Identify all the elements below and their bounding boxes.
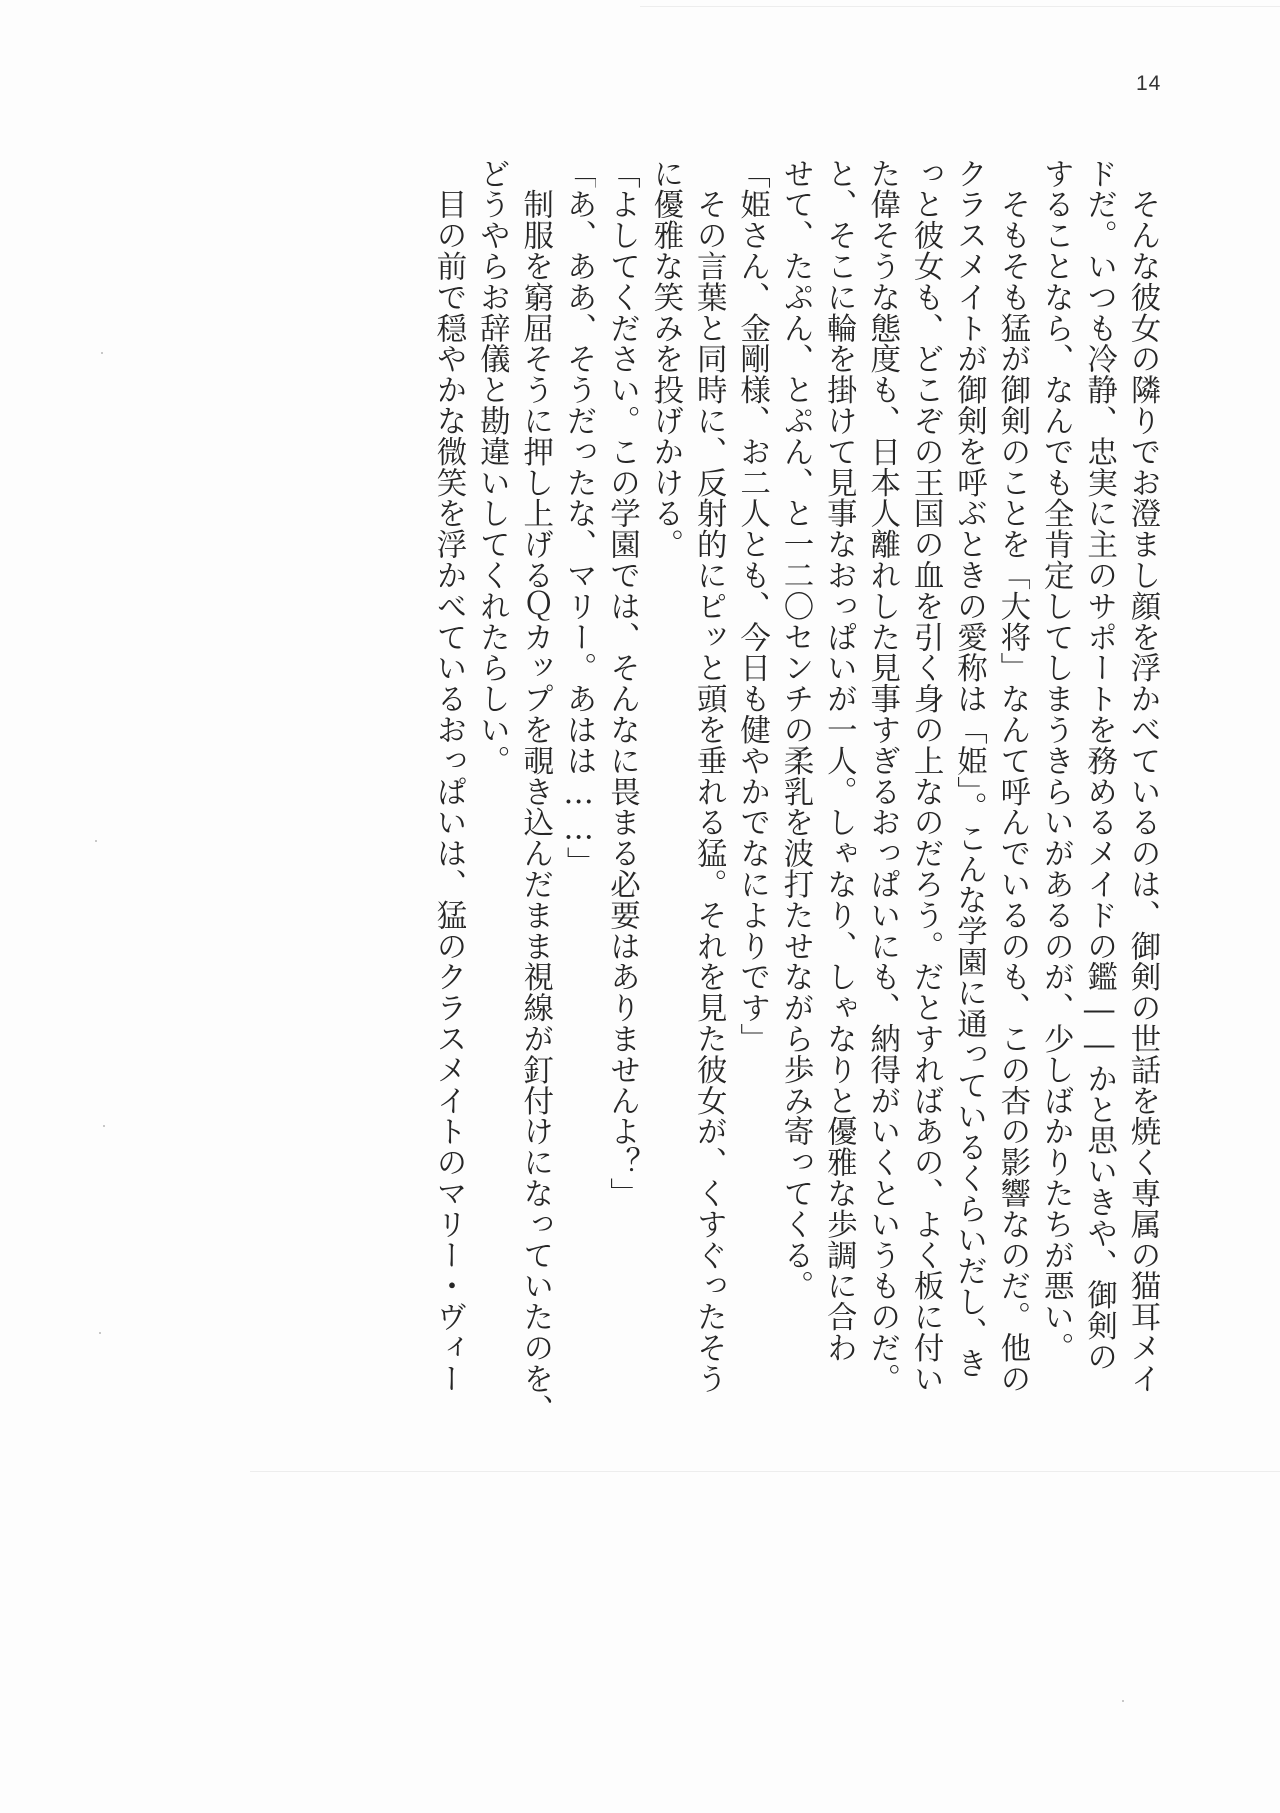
text-line: 目の前で穏やかな微笑を浮かべているおっぱいは、猛のクラスメイトのマリー・ヴィー [431, 158, 466, 1394]
text-line: た偉そうな態度も、日本人離れした見事すぎるおっぱいにも、納得がいくというものだ。 [864, 158, 900, 1394]
scan-speck [95, 840, 97, 842]
text-line: に優雅な笑みを投げかける。 [647, 158, 683, 560]
text-line: どうやらお辞儀と勘違いしてくれたらしい。 [474, 158, 510, 776]
text-line: そもそも猛が御剣のことを「大将」なんて呼んでいるのも、この杏の影響なのだ。他の [994, 158, 1030, 1394]
scan-edge-top [640, 6, 1280, 7]
text-line: クラスメイトが御剣を呼ぶときの愛称は「姫」。こんな学園に通っているくらいだし、き [951, 158, 987, 1379]
text-line: ドだ。いつも冷静、忠実に主のサポートを務めるメイドの鑑――かと思いきや、御剣の [1081, 158, 1117, 1373]
text-line: せて、たぷん、とぷん、と一二〇センチの柔乳を波打たせながら歩み寄ってくる。 [778, 158, 813, 1302]
scan-speck [1122, 1700, 1124, 1702]
scan-speck [99, 1332, 101, 1334]
scan-speck [103, 1125, 105, 1127]
text-line: 「よしてください。この学園では、そんなに畏まる必要はありませんよ？」 [604, 158, 640, 1209]
vertical-text-body [430, 158, 1160, 1458]
page-number: 14 [1136, 72, 1162, 95]
text-line: 「あ、ああ、そうだったな、マリー。あはは……」 [561, 158, 597, 878]
text-line: することなら、なんでも全肯定してしまうきらいがあるのが、少しばかりたちが悪い。 [1038, 158, 1074, 1364]
scan-fold-line [250, 1471, 1280, 1472]
scan-speck [101, 352, 103, 354]
text-line: 制服を窮屈そうに押し上げるＱカップを覗き込んだまま視線が釘付けになっていたのを、 [517, 158, 553, 1425]
text-line: っと彼女も、どこぞの王国の血を引く身の上なのだろう。だとすればあの、よく板に付い [908, 158, 944, 1394]
text-line: と、そこに輪を掛けて見事なおっぱいが一人。しゃなり、しゃなりと優雅な歩調に合わ [821, 158, 857, 1364]
text-line: その言葉と同時に、反射的にピッと頭を垂れる猛。それを見た彼女が、くすぐったそう [691, 158, 727, 1394]
text-line: そんな彼女の隣りでお澄まし顔を浮かべているのは、御剣の世話を焼く専属の猫耳メイ [1125, 158, 1160, 1394]
text-line: 「姫さん、金剛様、お二人とも、今日も健やかでなによりです」 [734, 158, 770, 1055]
